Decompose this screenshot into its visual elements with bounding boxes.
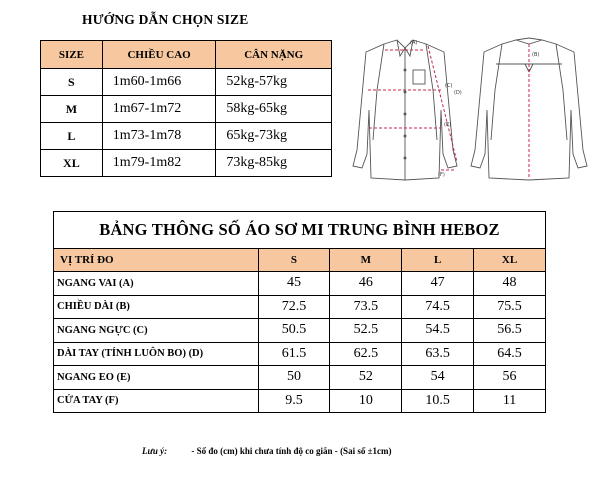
size-cell: L (41, 123, 103, 150)
table-row (41, 69, 332, 96)
value-cell: 72.5 (258, 295, 330, 319)
value-cell: 75.5 (474, 295, 546, 319)
size-cell: XL (41, 150, 103, 177)
value-cell: 50.5 (258, 319, 330, 343)
label-d: (D) (454, 90, 462, 96)
value-cell: 56.5 (474, 319, 546, 343)
header-s: S (258, 249, 330, 272)
row-label: NGANG NGỰC (C) (54, 319, 259, 343)
value-cell: 56 (474, 366, 546, 390)
value-cell: 46 (330, 272, 402, 296)
height-cell: 1m73-1m78 (102, 123, 216, 150)
value-cell: 52.5 (330, 319, 402, 343)
row-label: NGANG EO (E) (54, 366, 259, 390)
value-cell: 64.5 (474, 342, 546, 366)
value-cell: 10 (330, 389, 402, 413)
table-row (54, 342, 546, 366)
size-guide-header-row (41, 41, 332, 69)
header-xl: XL (474, 249, 546, 272)
value-cell: 54.5 (402, 319, 474, 343)
measurement-note (142, 446, 392, 456)
table-row (41, 123, 332, 150)
value-cell: 45 (258, 272, 330, 296)
size-guide-title: HƯỚNG DẪN CHỌN SIZE (82, 12, 249, 27)
size-guide-table (40, 40, 332, 177)
table-row (54, 295, 546, 319)
note-text: - Số đo (cm) khi chưa tính độ co giãn - (191, 446, 338, 456)
value-cell: 10.5 (402, 389, 474, 413)
table-row (54, 366, 546, 390)
header-weight: CÂN NẶNG (216, 41, 332, 69)
weight-cell: 52kg-57kg (216, 69, 332, 96)
height-cell: 1m67-1m72 (102, 96, 216, 123)
spec-title-row (54, 212, 546, 249)
label-f: (F) (438, 172, 445, 178)
spec-table-title: BẢNG THÔNG SỐ ÁO SƠ MI TRUNG BÌNH HEBOZ (54, 212, 546, 249)
value-cell: 54 (402, 366, 474, 390)
value-cell: 11 (474, 389, 546, 413)
spec-header-row (54, 249, 546, 272)
value-cell: 50 (258, 366, 330, 390)
row-label: CHIỀU DÀI (B) (54, 295, 259, 319)
header-height: CHIỀU CAO (102, 41, 216, 69)
value-cell: 47 (402, 272, 474, 296)
row-label: CỬA TAY (F) (54, 389, 259, 413)
row-label: NGANG VAI (A) (54, 272, 259, 296)
header-l: L (402, 249, 474, 272)
value-cell: 61.5 (258, 342, 330, 366)
value-cell: 48 (474, 272, 546, 296)
row-label: DÀI TAY (TÍNH LUÔN BO) (D) (54, 342, 259, 366)
header-position: VỊ TRÍ ĐO (54, 249, 259, 272)
size-cell: M (41, 96, 103, 123)
height-cell: 1m60-1m66 (102, 69, 216, 96)
height-cell: 1m79-1m82 (102, 150, 216, 177)
shirt-spec-table (53, 211, 546, 413)
table-row (54, 272, 546, 296)
label-e: (E) (444, 122, 452, 128)
size-cell: S (41, 69, 103, 96)
shirt-measurement-diagram (340, 30, 595, 185)
note-label: Lưu ý: (142, 446, 168, 456)
table-row (54, 389, 546, 413)
weight-cell: 58kg-65kg (216, 96, 332, 123)
weight-cell: 73kg-85kg (216, 150, 332, 177)
label-c: (C) (445, 83, 453, 89)
table-row (41, 96, 332, 123)
header-size: SIZE (41, 41, 103, 69)
shirt-front-illustration (353, 40, 457, 180)
table-row (54, 319, 546, 343)
value-cell: 74.5 (402, 295, 474, 319)
value-cell: 63.5 (402, 342, 474, 366)
value-cell: 73.5 (330, 295, 402, 319)
table-row (41, 150, 332, 177)
note-tolerance: (Sai số ±1cm) (340, 446, 392, 456)
label-b: (B) (532, 52, 540, 58)
label-a: (A) (410, 40, 418, 46)
value-cell: 9.5 (258, 389, 330, 413)
value-cell: 52 (330, 366, 402, 390)
weight-cell: 65kg-73kg (216, 123, 332, 150)
header-m: M (330, 249, 402, 272)
value-cell: 62.5 (330, 342, 402, 366)
